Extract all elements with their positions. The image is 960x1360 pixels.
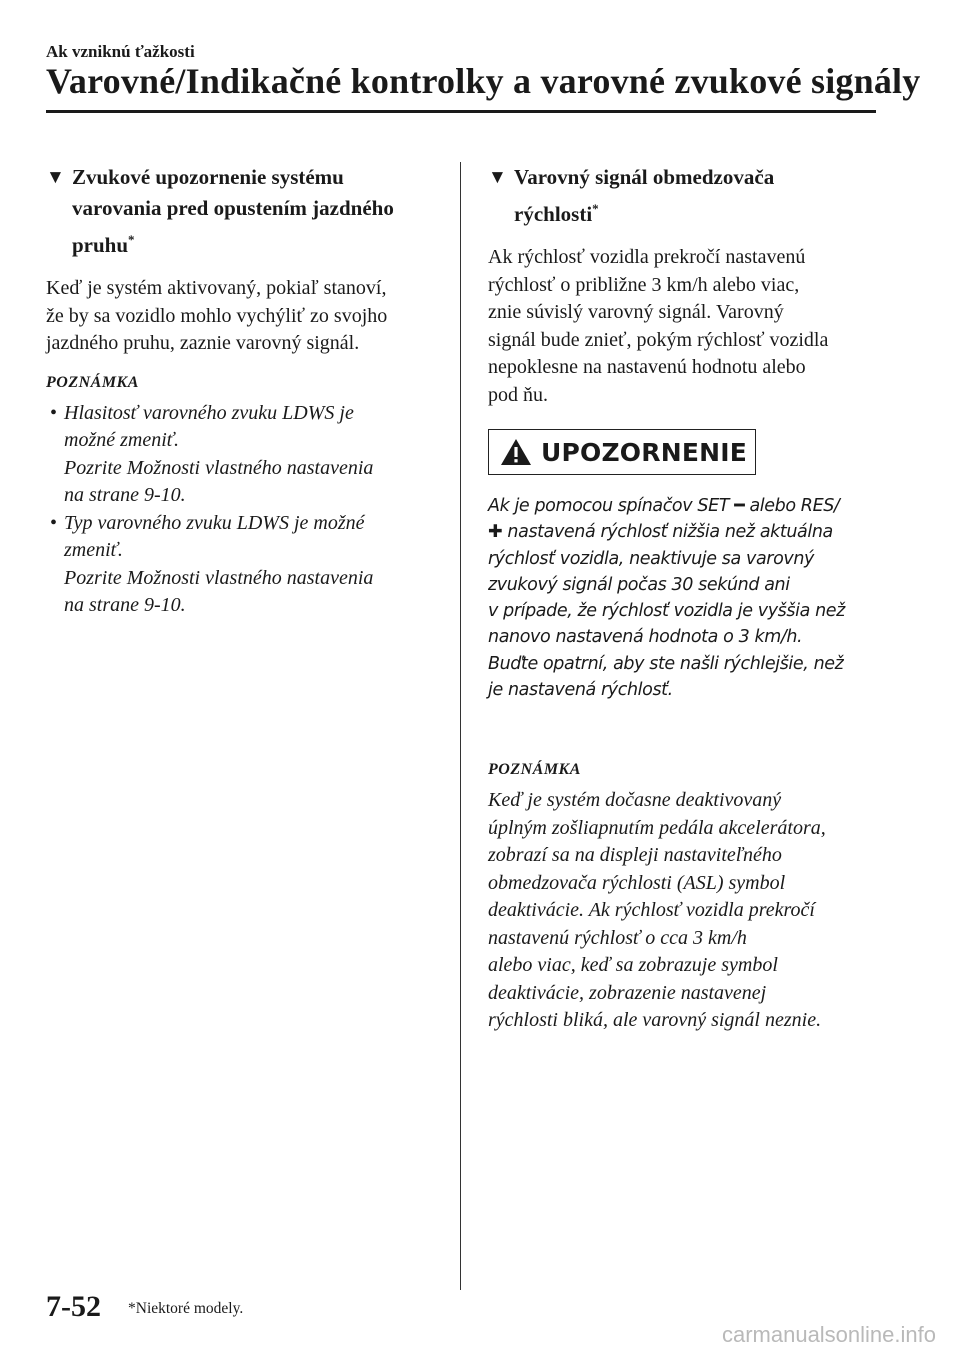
heading-line: varovania pred opustením jazdného [72, 196, 394, 220]
column-divider [460, 162, 461, 1290]
heading-line [72, 224, 441, 261]
note-line: Pozrite Možnosti vlastného nastavenia [64, 566, 374, 589]
note-line: možné zmeniť. [64, 429, 180, 451]
heading-line-text: rýchlosti [514, 202, 593, 226]
caution-title: UPOZORNENIE [541, 437, 748, 467]
body-line: pod ňu. [488, 383, 548, 406]
note-line: zobrazí sa na displeji nastaviteľného [488, 844, 782, 867]
caution-line: je nastavená rýchlosť. [488, 680, 673, 701]
note-line: deaktivácie. Ak rýchlosť vozidla prekročí [488, 899, 815, 922]
note-line: na strane 9-10. [64, 484, 186, 506]
heading-line: Varovný signál obmedzovača [514, 165, 775, 189]
footnote-mark: * [592, 201, 599, 216]
footnote: *Niektoré modely. [128, 1300, 244, 1317]
note-line: alebo viac, keď sa zobrazuje symbol [488, 954, 778, 977]
note-line: úplným zošliapnutím pedála akcelerátora, [488, 816, 826, 839]
left-column [46, 162, 441, 620]
body-line: Keď je systém aktivovaný, pokiaľ stanoví, [46, 277, 387, 299]
body-line: znie súvislý varovný signál. Varovný [488, 301, 784, 323]
body-line: signál bude znieť, pokým rýchlosť vozidla [488, 328, 829, 351]
note-line: Hlasitosť varovného zvuku LDWS je [64, 401, 354, 424]
lane-departure-body [46, 275, 441, 358]
lane-departure-heading [46, 162, 441, 261]
note-line: Pozrite Možnosti vlastného nastavenia [64, 456, 374, 479]
note-block [488, 787, 873, 1035]
right-column [488, 162, 873, 1035]
warning-triangle-icon [499, 437, 533, 467]
heading-line-text: pruhu [72, 233, 129, 257]
body-line: Ak rýchlosť vozidla prekročí nastavenú [488, 246, 806, 268]
note-line: Typ varovného zvuku LDWS je možné [64, 511, 365, 534]
note-label: POZNÁMKA [46, 373, 139, 391]
bullet-icon: • [50, 401, 58, 424]
caution-line: Buďte opatrní, aby ste našli rýchlejšie, než [488, 653, 844, 674]
header-rule [46, 110, 876, 113]
watermark: carmanualsonline.info [721, 1322, 936, 1347]
triangle-bullet-icon: ▼ [46, 167, 65, 188]
note-item [46, 510, 441, 620]
body-line: jazdného pruhu, zaznie varovný signál. [46, 332, 360, 354]
note-line: rýchlosti bliká, ale varovný signál neznie. [488, 1009, 822, 1032]
section-label: Ak vzniknú ťažkosti [46, 42, 195, 61]
triangle-bullet-icon: ▼ [488, 167, 507, 188]
note-line: deaktivácie, zobrazenie nastavenej [488, 981, 767, 1004]
footnote-mark: * [128, 232, 135, 247]
note-line: zmeniť. [64, 539, 123, 561]
note-line: obmedzovača rýchlosti (ASL) symbol [488, 871, 786, 894]
caution-line: zvukový signál počas 30 sekúnd ani [488, 574, 790, 595]
heading-line: Zvukové upozornenie systému [72, 165, 344, 189]
caution-line: ✚ nastavená rýchlosť nižšia než aktuálna [488, 522, 833, 543]
bullet-icon: • [50, 511, 58, 534]
caution-line: nanovo nastavená hodnota o 3 km/h. [488, 627, 803, 648]
caution-line: Ak je pomocou spínačov SET ━ alebo RES/ [488, 496, 840, 516]
caution-line: rýchlosť vozidla, neaktivuje sa varovný [488, 548, 814, 569]
note-line: na strane 9-10. [64, 594, 186, 616]
note-label: POZNÁMKA [488, 761, 581, 779]
body-line: nepoklesne na nastavenú hodnotu alebo [488, 356, 806, 378]
body-line: rýchlosť o približne 3 km/h alebo viac, [488, 273, 800, 296]
note-item [46, 400, 441, 510]
note-line: nastavenú rýchlosť o cca 3 km/h [488, 926, 747, 949]
heading-line [514, 193, 873, 230]
speed-limiter-body [488, 244, 873, 409]
note-line: Keď je systém dočasne deaktivovaný [488, 789, 782, 812]
caution-box [488, 429, 756, 475]
page-number: 7-52 [46, 1290, 101, 1323]
page-title: Varovné/Indikačné kontrolky a varovné zvukové signály [46, 61, 921, 101]
caution-text [488, 493, 873, 703]
caution-line: v prípade, že rýchlosť vozidla je vyššia než [488, 601, 845, 622]
speed-limiter-heading [488, 162, 873, 230]
body-line: že by sa vozidlo mohlo vychýliť zo svojho [46, 304, 388, 327]
